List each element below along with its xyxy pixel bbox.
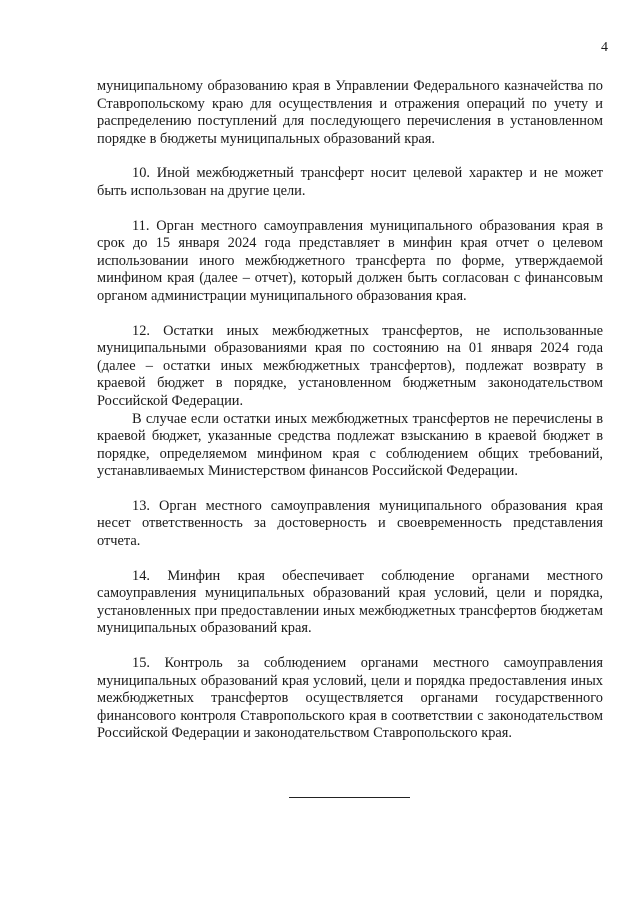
end-of-document-line (289, 797, 410, 798)
paragraph-item-12-continued: В случае если остатки иных межбюджетных трансфертов не перечислены в краевой бюджет, указанные средства подлежат взысканию в краевой бюджет в порядке, определяемом минфином края с соблюдением общих требований, устанавливаемых Министерством финансов Российской Федерации. (97, 410, 603, 480)
paragraph-item-10: 10. Иной межбюджетный трансферт носит целевой характер и не может быть использован на другие цели. (97, 165, 603, 199)
paragraph-item-11: 11. Орган местного самоуправления муниципального образования края в срок до 15 января 2024 года представляет в минфин края отчет о целевом использовании иного межбюджетного трансферта по форме, утверждаемой минфином края (далее – отчет), который должен быть согласован с финансовым органом администрации муниципального образования края. (97, 217, 603, 304)
paragraph-item-13: 13. Орган местного самоуправления муниципального образования края несет ответственность за достоверность и своевременность представления отчета. (97, 497, 603, 550)
paragraph-item-14: 14. Минфин края обеспечивает соблюдение органами местного самоуправления муниципальных образований края условий, цели и порядка, установленных при предоставлении иных межбюджетных трансфертов бюджетам муниципальных образований края. (97, 567, 603, 637)
document-body (97, 78, 603, 743)
paragraph-item-12: 12. Остатки иных межбюджетных трансфертов, не использованные муниципальными образованиями края по состоянию на 01 января 2024 года (далее – остатки иных межбюджетных трансфертов), подлежат возврату в краевой бюджет в порядке, установленном бюджетным законодательством Российской Федерации. (97, 322, 603, 409)
page-number: 4 (601, 40, 608, 55)
paragraph-continuation: муниципальному образованию края в Управлении Федерального казначейства по Ставропольскому краю для осуществления и отражения операций по учету и распределению поступлений для последующего перечисления в установленном порядке в бюджеты муниципальных образований края. (97, 78, 603, 147)
paragraph-item-15: 15. Контроль за соблюдением органами местного самоуправления муниципальных образований края условий, цели и порядка предоставления иных межбюджетных трансфертов осуществляется органами государственного финансового контроля Ставропольского края в соответствии с законодательством Российской Федерации и законодательством Ставропольского края. (97, 655, 603, 742)
